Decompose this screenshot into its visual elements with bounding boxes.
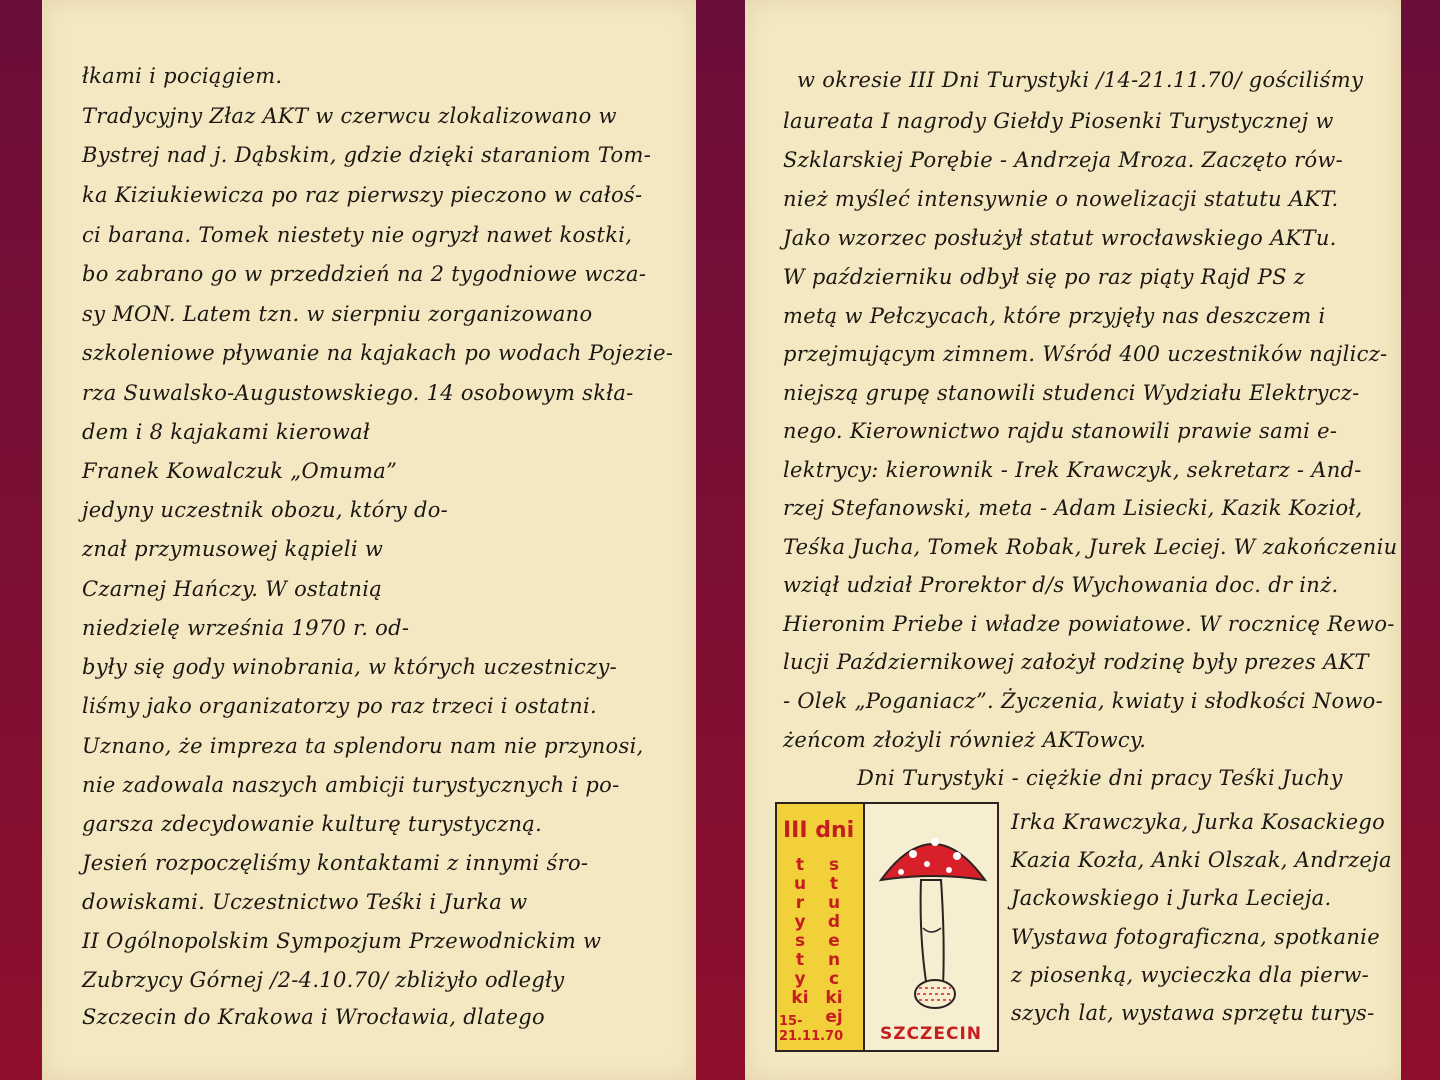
text-line: Szczecin do Krakowa i Wrocławia, dlatego xyxy=(82,1005,545,1029)
text-line: z piosenką, wycieczka dla pierw- xyxy=(1011,963,1370,987)
text-line: Jako wzorzec posłużył statut wrocławskiego AKTu. xyxy=(783,226,1337,250)
text-line: Teśka Jucha, Tomek Robak, Jurek Leciej. W zakończeniu xyxy=(783,535,1398,559)
mushroom-icon xyxy=(873,818,993,1018)
text-line: dem i 8 kajakami kierował xyxy=(82,420,371,444)
stamp-title: III dni xyxy=(783,818,855,843)
stamp-vertical-text: turystyki xyxy=(791,855,809,1008)
text-line: dowiskami. Uczestnictwo Teśki i Jurka w xyxy=(82,890,528,914)
stamp-yellow-panel xyxy=(777,804,865,1050)
text-line: Bystrej nad j. Dąbskim, gdzie dzięki staraniom Tom- xyxy=(82,143,652,167)
right-page xyxy=(745,0,1401,1080)
text-line: niejszą grupę stanowili studenci Wydziału Elektrycz- xyxy=(783,381,1360,405)
text-line: szkoleniowe pływanie na kajakach po wodach Pojezie- xyxy=(82,341,674,365)
text-line: Hieronim Priebe i władze powiatowe. W rocznicę Rewo- xyxy=(783,612,1395,636)
text-line: Czarnej Hańczy. W ostatnią xyxy=(82,577,383,601)
text-line: szych lat, wystawa sprzętu turys- xyxy=(1011,1001,1375,1025)
text-line: lucji Październikowej założył rodzinę były prezes AKT xyxy=(783,650,1369,674)
text-line: nego. Kierownictwo rajdu stanowili prawie sami e- xyxy=(783,419,1338,443)
stamp-dates: 15-21.11.70 xyxy=(779,1014,844,1044)
stamp-city: SZCZECIN xyxy=(879,1024,982,1044)
text-line: ka Kiziukiewicza po raz pierwszy pieczono w całoś- xyxy=(82,183,643,207)
event-stamp xyxy=(775,802,999,1052)
left-page xyxy=(42,0,696,1080)
text-line: II Ogólnopolskim Sympozjum Przewodnickim w xyxy=(82,929,602,953)
text-line: liśmy jako organizatorzy po raz trzeci i ostatni. xyxy=(82,694,597,718)
text-line: Jesień rozpoczęliśmy kontaktami z innymi śro- xyxy=(82,851,589,875)
text-line: były się gody winobrania, w których uczestniczy- xyxy=(82,655,618,679)
text-line: garsza zdecydowanie kulturę turystyczną. xyxy=(82,812,543,836)
text-line: jedyny uczestnik obozu, który do- xyxy=(82,498,449,522)
text-line: łkami i pociągiem. xyxy=(82,64,283,88)
text-line: Tradycyjny Złaz AKT w czerwcu zlokalizowano w xyxy=(82,104,617,128)
text-line: żeńcom złożyli również AKTowcy. xyxy=(783,728,1147,752)
text-line: niedzielę września 1970 r. od- xyxy=(82,616,410,640)
text-line: ci barana. Tomek niestety nie ogryzł nawet kostki, xyxy=(82,223,633,247)
text-line: bo zabrano go w przeddzień na 2 tygodniowe wcza- xyxy=(82,262,647,286)
text-line: Dni Turystyki - ciężkie dni pracy Teśki Juchy xyxy=(857,766,1343,790)
text-line: Szklarskiej Porębie - Andrzeja Mroza. Zaczęto rów- xyxy=(783,148,1344,172)
text-line: Wystawa fotograficzna, spotkanie xyxy=(1011,925,1380,949)
text-line: W październiku odbył się po raz piąty Rajd PS z xyxy=(783,265,1306,289)
text-line: nież myśleć intensywnie o nowelizacji statutu AKT. xyxy=(783,187,1339,211)
text-line: rzej Stefanowski, meta - Adam Lisiecki, Kazik Kozioł, xyxy=(783,496,1363,520)
text-line: Uznano, że impreza ta splendoru nam nie przynosi, xyxy=(82,734,644,758)
text-line: przejmującym zimnem. Wśród 400 uczestników najlicz- xyxy=(783,342,1388,366)
text-line: znał przymusowej kąpieli w xyxy=(82,537,384,561)
text-line: lektrycy: kierownik - Irek Krawczyk, sekretarz - And- xyxy=(783,458,1362,482)
text-line: - Olek „Poganiacz”. Życzenia, kwiaty i słodkości Nowo- xyxy=(783,689,1383,713)
text-line: wziął udział Prorektor d/s Wychowania doc. dr inż. xyxy=(783,573,1339,597)
text-line: rza Suwalsko-Augustowskiego. 14 osobowym skła- xyxy=(82,381,634,405)
stamp-vertical-text: studenckiej xyxy=(825,855,843,1027)
text-line: laureata I nagrody Giełdy Piosenki Turystycznej w xyxy=(783,109,1334,133)
text-line: metą w Pełczycach, które przyjęły nas deszczem i xyxy=(783,304,1326,328)
text-line: Irka Krawczyka, Jurka Kosackiego xyxy=(1011,810,1386,834)
text-line: Franek Kowalczuk „Omuma” xyxy=(82,459,398,483)
text-line: nie zadowala naszych ambicji turystycznych i po- xyxy=(82,773,620,797)
text-line: Kazia Kozła, Anki Olszak, Andrzeja xyxy=(1011,848,1392,872)
text-line: Jackowskiego i Jurka Lecieja. xyxy=(1011,886,1332,910)
text-line: w okresie III Dni Turystyki /14-21.11.70/ gościliśmy xyxy=(797,68,1364,92)
text-line: Zubrzycy Górnej /2-4.10.70/ zbliżyło odległy xyxy=(82,968,565,992)
text-line: sy MON. Latem tzn. w sierpniu zorganizowano xyxy=(82,302,593,326)
